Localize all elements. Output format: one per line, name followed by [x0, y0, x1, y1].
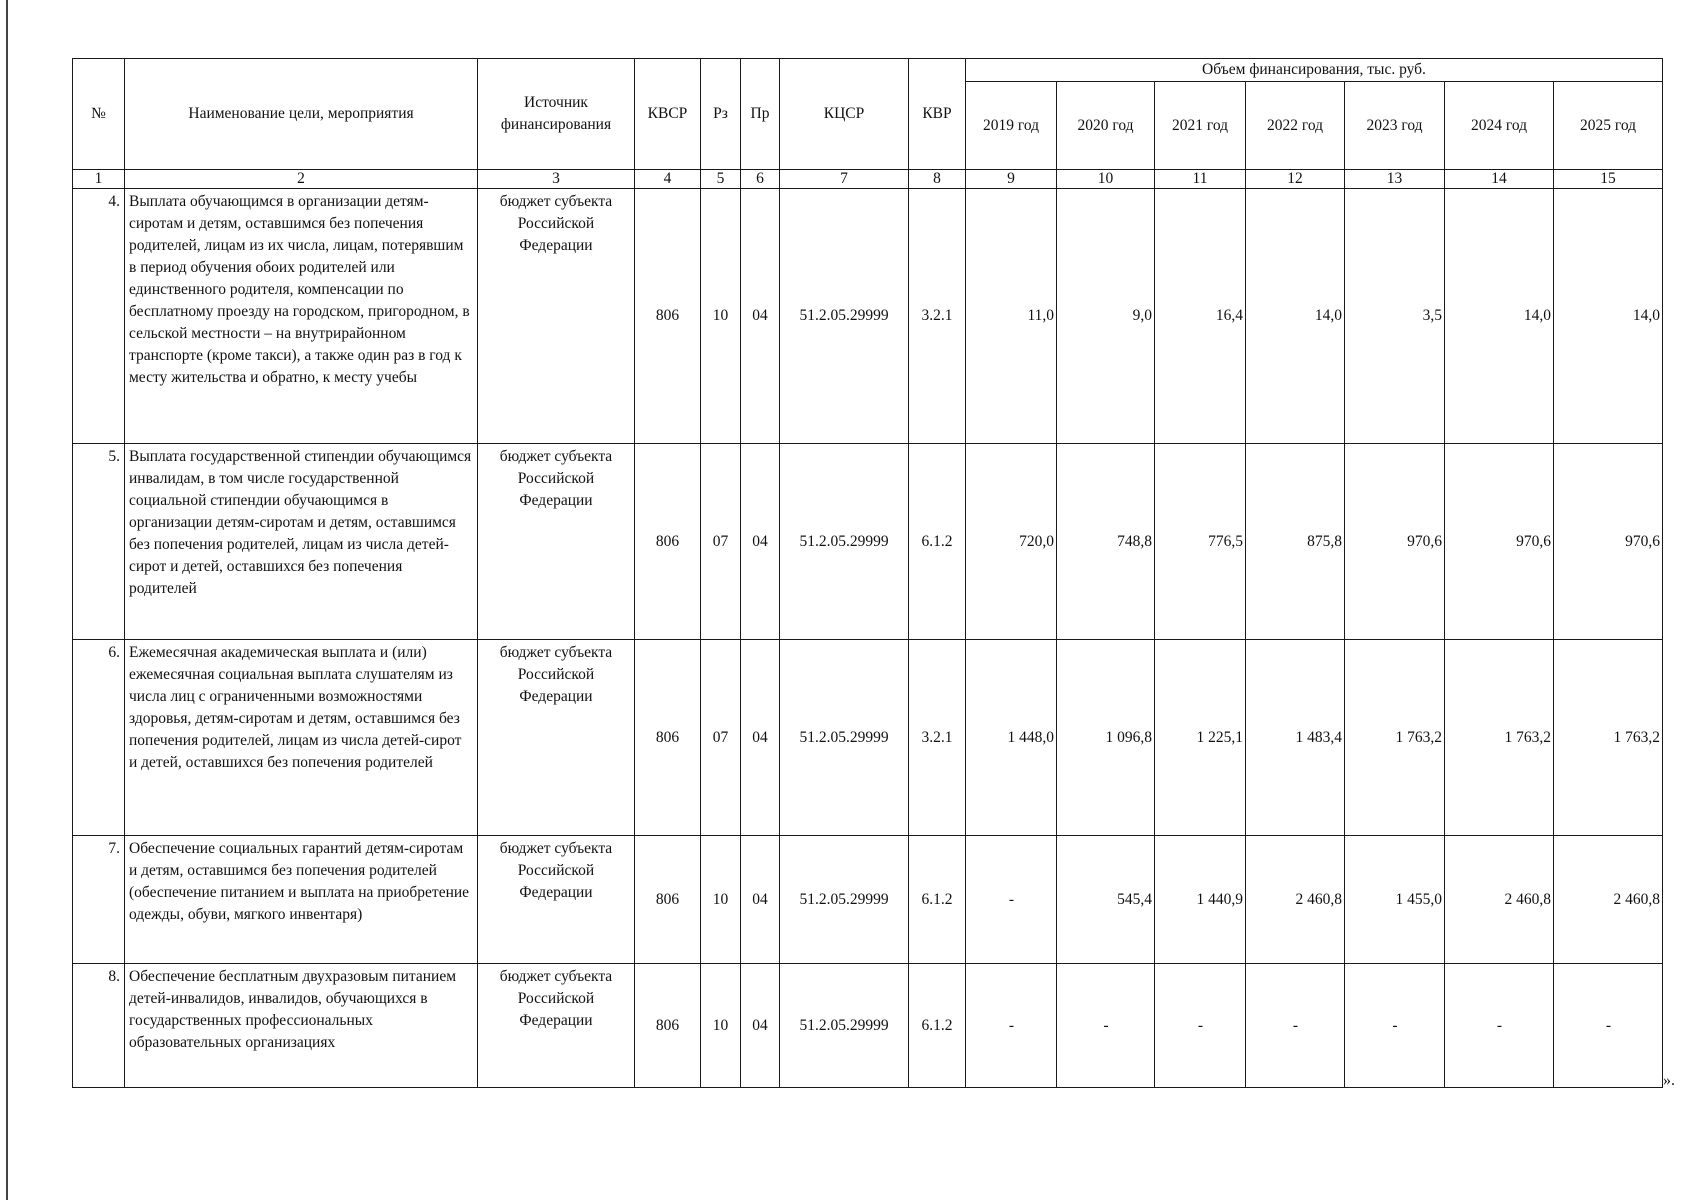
row-kvr: 6.1.2: [909, 444, 966, 640]
column-number: 7: [780, 170, 909, 189]
row-name: Выплата государственной стипендии обучающимся инвалидам, в том числе государственной социальной стипендии обучающимся в организации детям-сиротам и детям, оставшимся без попечения родителей, лицам из числа детей-сирот и детей, оставшихся без попечения родителей: [125, 444, 478, 640]
row-value: 3,5: [1345, 189, 1445, 444]
row-source: бюджет субъекта Российской Федерации: [478, 964, 635, 1088]
column-number: 5: [701, 170, 741, 189]
column-number: 2: [125, 170, 478, 189]
financing-table: [72, 58, 1663, 1088]
column-number: 3: [478, 170, 635, 189]
row-pr: 04: [741, 640, 780, 836]
table-header: [73, 59, 1663, 189]
row-value: 2 460,8: [1246, 836, 1345, 964]
column-number: 12: [1246, 170, 1345, 189]
header-kvr: КВР: [909, 59, 966, 170]
column-number: 4: [635, 170, 701, 189]
row-value: -: [1155, 964, 1246, 1088]
row-value: 14,0: [1554, 189, 1663, 444]
column-number: 9: [966, 170, 1057, 189]
row-value: 970,6: [1445, 444, 1554, 640]
header-year: 2021 год: [1155, 82, 1246, 170]
row-pr: 04: [741, 964, 780, 1088]
column-number: 8: [909, 170, 966, 189]
row-value: 1 763,2: [1345, 640, 1445, 836]
table-row: [73, 836, 1663, 964]
row-value: -: [1554, 964, 1663, 1088]
header-kvsr: КВСР: [635, 59, 701, 170]
row-pr: 04: [741, 189, 780, 444]
row-value: 11,0: [966, 189, 1057, 444]
row-kvsr: 806: [635, 189, 701, 444]
header-kcsr: КЦСР: [780, 59, 909, 170]
row-rz: 10: [701, 836, 741, 964]
row-kcsr: 51.2.05.29999: [780, 836, 909, 964]
column-number: 1: [73, 170, 125, 189]
row-value: 970,6: [1345, 444, 1445, 640]
row-value: 1 448,0: [966, 640, 1057, 836]
row-number: 5.: [73, 444, 125, 640]
row-kvr: 6.1.2: [909, 836, 966, 964]
row-value: 1 096,8: [1057, 640, 1155, 836]
row-source: бюджет субъекта Российской Федерации: [478, 640, 635, 836]
header-pr: Пр: [741, 59, 780, 170]
header-name: Наименование цели, мероприятия: [125, 59, 478, 170]
row-kvr: 3.2.1: [909, 640, 966, 836]
row-name: Ежемесячная академическая выплата и (или) ежемесячная социальная выплата слушателям из числа лиц с ограниченными возможностями здоровья, детям-сиротам и детям, оставшимся без попечения родителей, лицам из числа детей-сирот и детей, оставшихся без попечения родителей: [125, 640, 478, 836]
column-number: 10: [1057, 170, 1155, 189]
row-value: 1 440,9: [1155, 836, 1246, 964]
table-body: [73, 189, 1663, 1088]
row-value: -: [1057, 964, 1155, 1088]
table-container: [72, 58, 1663, 1088]
row-kvsr: 806: [635, 640, 701, 836]
row-rz: 07: [701, 444, 741, 640]
row-value: 776,5: [1155, 444, 1246, 640]
row-number: 6.: [73, 640, 125, 836]
header-no: №: [73, 59, 125, 170]
header-rz: Рз: [701, 59, 741, 170]
row-number: 8.: [73, 964, 125, 1088]
row-rz: 10: [701, 189, 741, 444]
closing-quote-mark: ».: [1663, 1072, 1675, 1089]
row-source: бюджет субъекта Российской Федерации: [478, 836, 635, 964]
row-kvr: 3.2.1: [909, 189, 966, 444]
row-name: Выплата обучающимся в организации детям-сиротам и детям, оставшимся без попечения родителей, лицам из их числа, лицам, потерявшим в период обучения обоих родителей или единственного родителя, компенсации по бесплатному проезду на городском, пригородном, в сельской местности – на внутрирайонном транспорте (кроме такси), а также один раз в год к месту жительства и обратно, к месту учебы: [125, 189, 478, 444]
table-row: [73, 640, 1663, 836]
row-value: 1 225,1: [1155, 640, 1246, 836]
table-row: [73, 189, 1663, 444]
table-row: [73, 964, 1663, 1088]
column-number: 11: [1155, 170, 1246, 189]
row-value: -: [1445, 964, 1554, 1088]
row-source: бюджет субъекта Российской Федерации: [478, 444, 635, 640]
row-kvsr: 806: [635, 444, 701, 640]
header-year: 2025 год: [1554, 82, 1663, 170]
header-year: 2022 год: [1246, 82, 1345, 170]
header-year: 2019 год: [966, 82, 1057, 170]
column-number: 6: [741, 170, 780, 189]
row-value: -: [966, 964, 1057, 1088]
row-value: 9,0: [1057, 189, 1155, 444]
header-volume: Объем финансирования, тыс. руб.: [966, 59, 1663, 82]
column-number: 13: [1345, 170, 1445, 189]
column-number-row: [73, 170, 1663, 189]
column-number: 14: [1445, 170, 1554, 189]
row-value: 1 455,0: [1345, 836, 1445, 964]
header-year: 2020 год: [1057, 82, 1155, 170]
table-row: [73, 444, 1663, 640]
row-value: 748,8: [1057, 444, 1155, 640]
row-value: -: [966, 836, 1057, 964]
row-name: Обеспечение социальных гарантий детям-сиротам и детям, оставшимся без попечения родителей (обеспечение питанием и выплата на приобретение одежды, обуви, мягкого инвентаря): [125, 836, 478, 964]
row-kvsr: 806: [635, 964, 701, 1088]
row-value: -: [1345, 964, 1445, 1088]
row-value: 720,0: [966, 444, 1057, 640]
row-value: 14,0: [1445, 189, 1554, 444]
row-kcsr: 51.2.05.29999: [780, 964, 909, 1088]
row-kcsr: 51.2.05.29999: [780, 640, 909, 836]
column-number: 15: [1554, 170, 1663, 189]
row-value: 14,0: [1246, 189, 1345, 444]
row-value: 16,4: [1155, 189, 1246, 444]
row-kvr: 6.1.2: [909, 964, 966, 1088]
row-number: 4.: [73, 189, 125, 444]
row-name: Обеспечение бесплатным двухразовым питанием детей-инвалидов, инвалидов, обучающихся в государственных профессиональных образовательных организациях: [125, 964, 478, 1088]
row-pr: 04: [741, 444, 780, 640]
row-value: 1 483,4: [1246, 640, 1345, 836]
header-year: 2024 год: [1445, 82, 1554, 170]
row-kcsr: 51.2.05.29999: [780, 189, 909, 444]
row-source: бюджет субъекта Российской Федерации: [478, 189, 635, 444]
row-rz: 07: [701, 640, 741, 836]
row-value: 1 763,2: [1445, 640, 1554, 836]
scan-edge-line: [6, 0, 8, 1200]
row-value: 875,8: [1246, 444, 1345, 640]
row-value: 970,6: [1554, 444, 1663, 640]
row-value: 545,4: [1057, 836, 1155, 964]
row-kvsr: 806: [635, 836, 701, 964]
row-value: 2 460,8: [1445, 836, 1554, 964]
row-value: -: [1246, 964, 1345, 1088]
row-number: 7.: [73, 836, 125, 964]
header-year: 2023 год: [1345, 82, 1445, 170]
header-source: Источник финансирования: [478, 59, 635, 170]
row-value: 1 763,2: [1554, 640, 1663, 836]
row-value: 2 460,8: [1554, 836, 1663, 964]
row-pr: 04: [741, 836, 780, 964]
row-rz: 10: [701, 964, 741, 1088]
row-kcsr: 51.2.05.29999: [780, 444, 909, 640]
